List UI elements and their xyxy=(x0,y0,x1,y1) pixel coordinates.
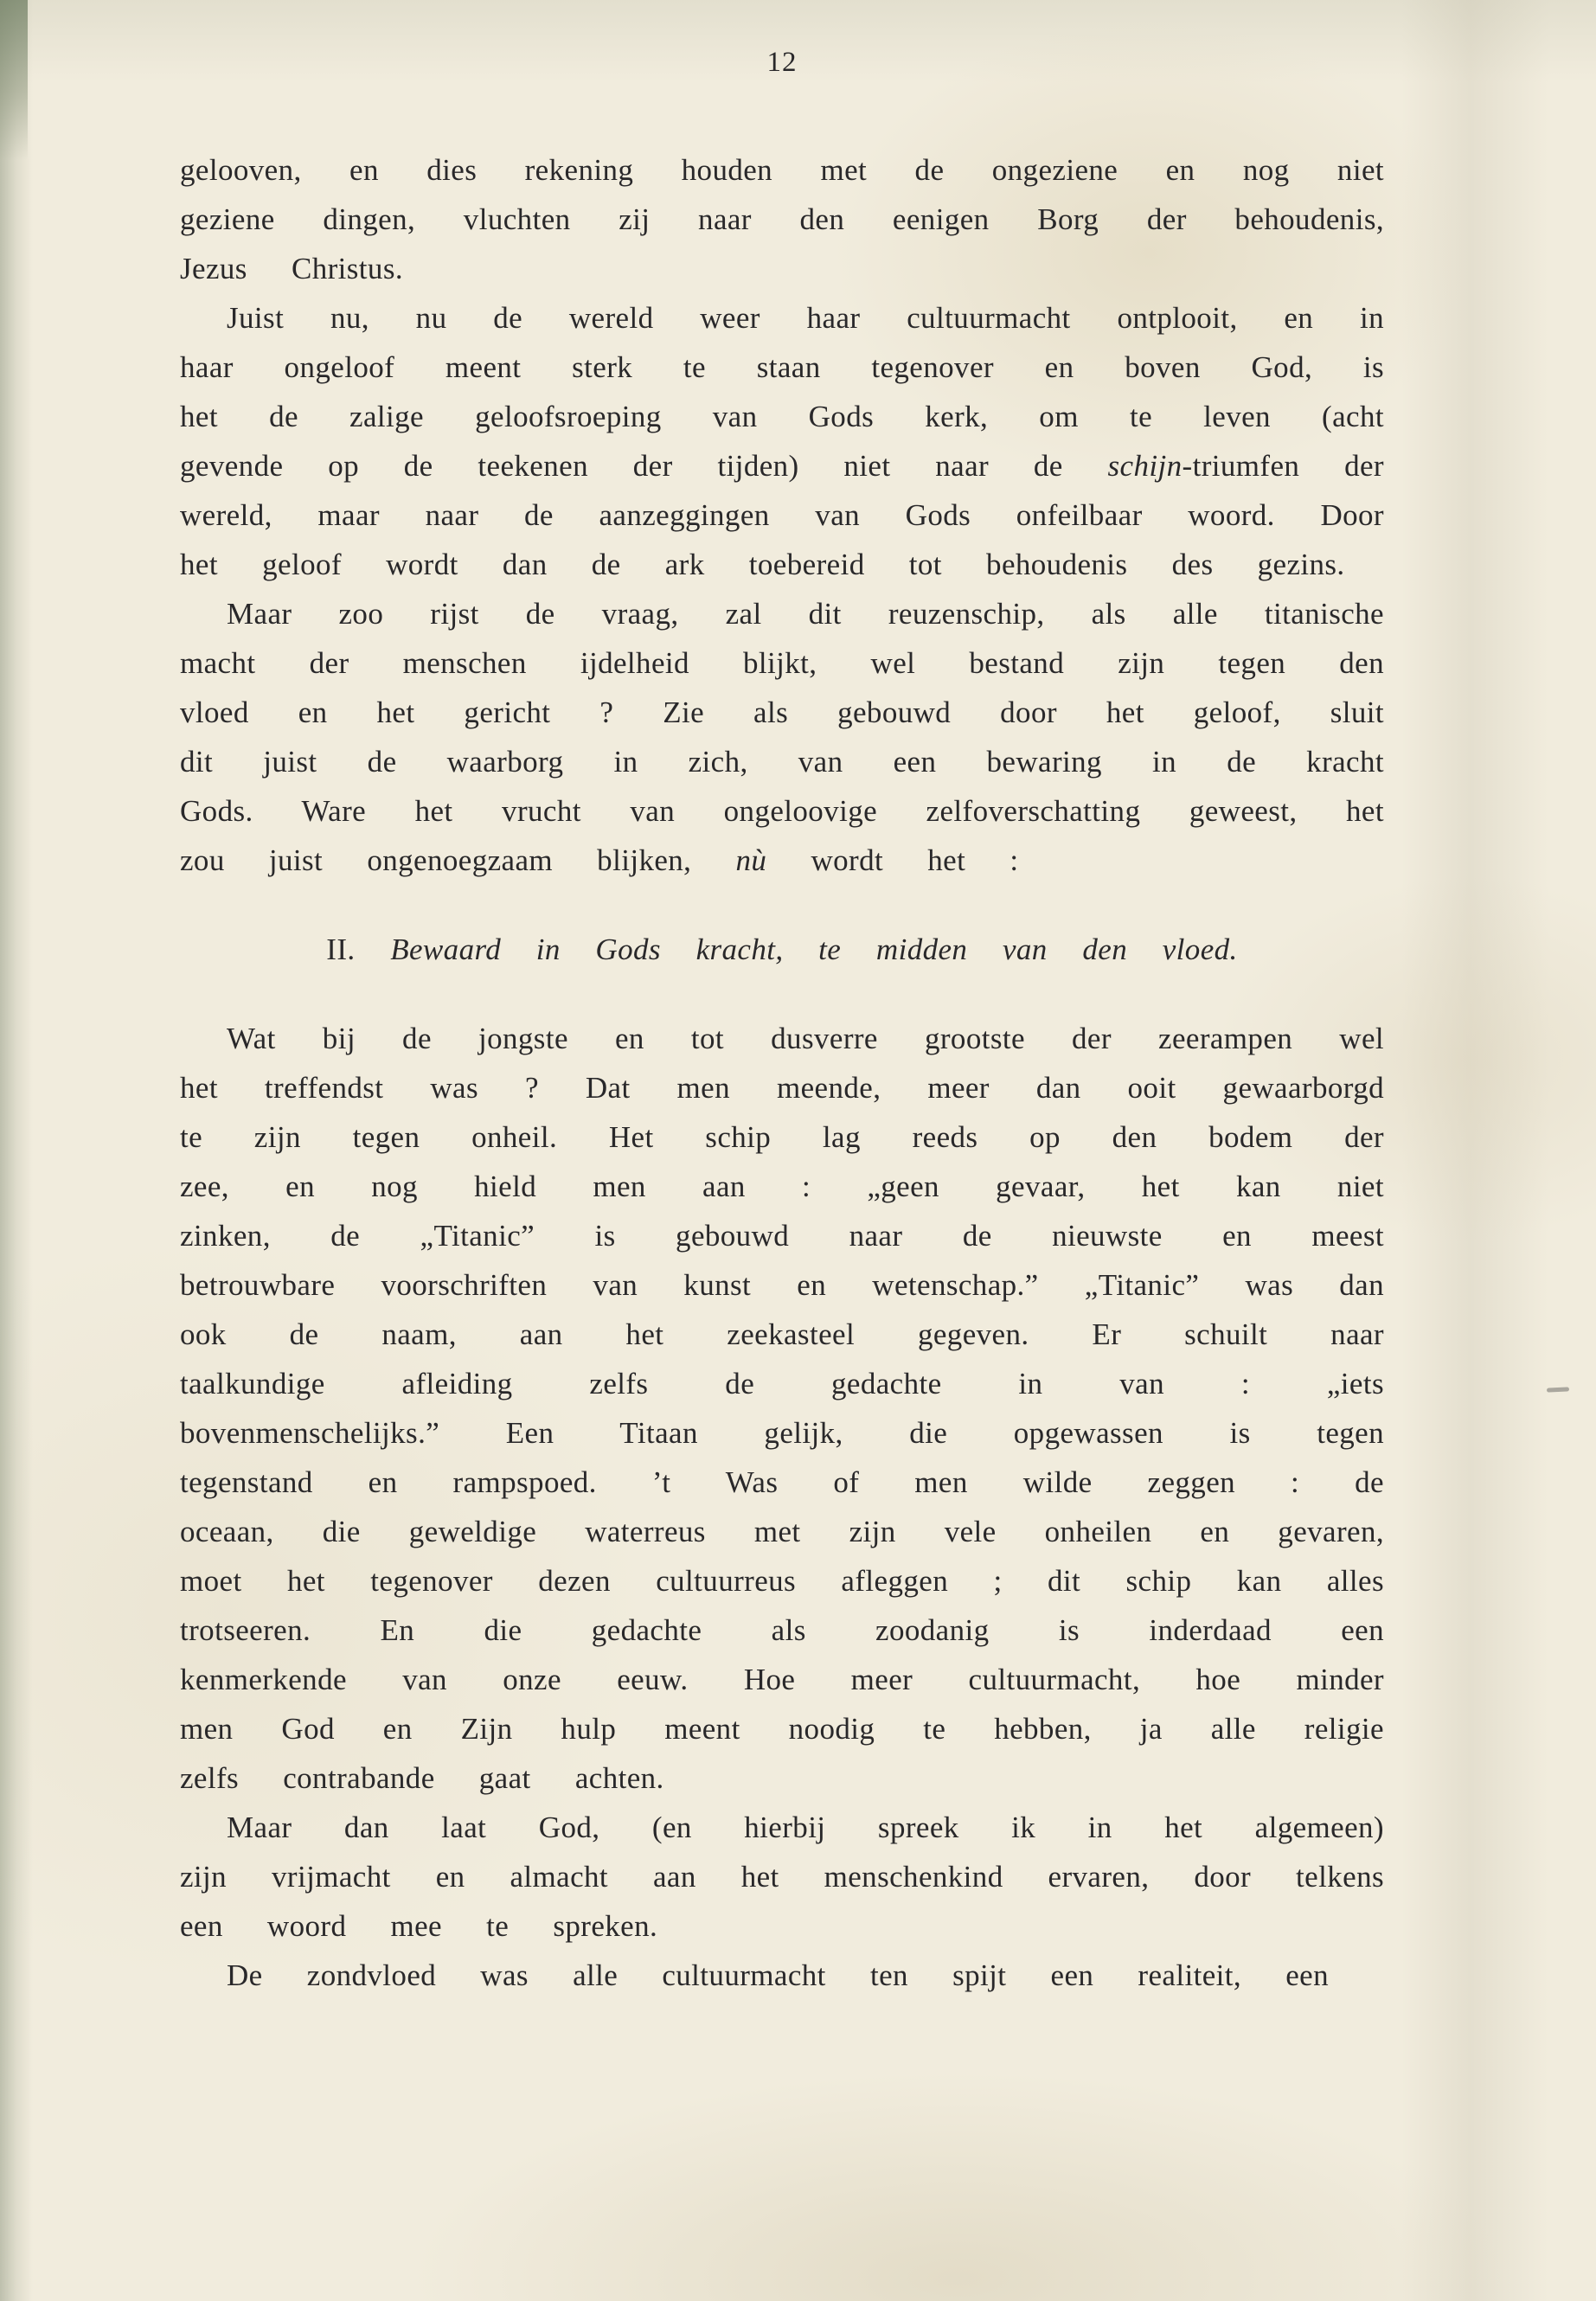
text-segment: gelooven, en dies rekening houden met de ongeziene en nog niet geziene dingen, vluchten zij naar den eenigen Borg der behoudenis, Jezus Christus. xyxy=(180,153,1384,285)
text-segment: Maar zoo rijst de vraag, zal dit reuzenschip, als alle titanische macht der menschen ijdelheid blijkt, wel bestand zijn tegen den vloed en het gericht ? Zie als gebouwd door het geloof, sluit dit juist de waarborg in zich, van een bewaring in de kracht Gods. Ware het vrucht van ongeloovige zelfoverschatting geweest, het zou juist ongenoegzaam blijken, xyxy=(180,597,1384,877)
section-heading xyxy=(180,925,1384,974)
paragraph xyxy=(180,589,1384,885)
paragraph xyxy=(180,293,1384,589)
scan-edge-shadow xyxy=(0,0,33,2301)
text-segment: Wat bij de jongste en tot dusverre grootste der zeerampen wel het treffendst was ? Dat men meende, meer dan ooit gewaarborgd te zijn tegen onheil. Het schip lag reeds op den bodem der zee, en nog hield men aan : „geen gevaar, het kan niet zinken, de „Titanic” is gebouwd naar de nieuwste en meest betrouwbare voorschriften van kunst en wetenschap.” „Titanic” was dan ook de naam, aan het zeekasteel gegeven. Er schuilt naar taalkundige afleiding zelfs de gedachte in van : „iets bovenmenschelijks.” Een Titaan gelijk, die opgewassen is tegen tegenstand en rampspoed. ’t Was of men wilde zeggen : de oceaan, die geweldige waterreus met zijn vele onheilen en gevaren, moet het tegenover dezen cultuurreus afleggen ; dit schip kan alles trotseeren. En die gedachte als zoodanig is inderdaad een kenmerkende van onze eeuw. Hoe meer cultuurmacht, hoe minder men God en Zijn hulp meent noodig te hebben, ja alle religie zelfs contrabande gaat achten. xyxy=(180,1022,1384,1795)
italic-text-segment: schijn xyxy=(1107,449,1183,483)
paragraph xyxy=(180,1014,1384,1803)
scan-corner-stain xyxy=(0,0,28,160)
text-segment: De zondvloed was alle cultuurmacht ten spijt een realiteit, een xyxy=(227,1958,1329,1992)
text-segment: -triumfen der wereld, maar naar de aanzeggingen van Gods onfeilbaar woord. Door het geloof wordt dan de ark toebereid tot behoudenis des gezins. xyxy=(180,449,1384,581)
text-segment: Maar dan laat God, (en hierbij spreek ik in het algemeen) zijn vrijmacht en almacht aan het menschenkind ervaren, door telkens een woord mee te spreken. xyxy=(180,1811,1384,1943)
text-segment: wordt het : xyxy=(766,843,1019,877)
text-block xyxy=(180,145,1384,2000)
paragraph xyxy=(180,145,1384,293)
paragraph xyxy=(180,1803,1384,1951)
italic-text-segment: nù xyxy=(735,843,767,877)
paragraph xyxy=(180,1951,1384,2000)
italic-text-segment: Bewaard in Gods kracht, te midden van den vloed. xyxy=(390,933,1238,966)
pencil-margin-mark xyxy=(1547,1387,1569,1392)
text-segment: II. xyxy=(326,933,391,966)
text-segment: Juist nu, nu de wereld weer haar cultuurmacht ontplooit, en in haar ongeloof meent sterk te staan tegenover en boven God, is het de zalige geloofsroeping van Gods kerk, om te leven (acht gevende op de teekenen der tijden) niet naar de xyxy=(180,301,1384,483)
page-number: 12 xyxy=(766,47,798,78)
